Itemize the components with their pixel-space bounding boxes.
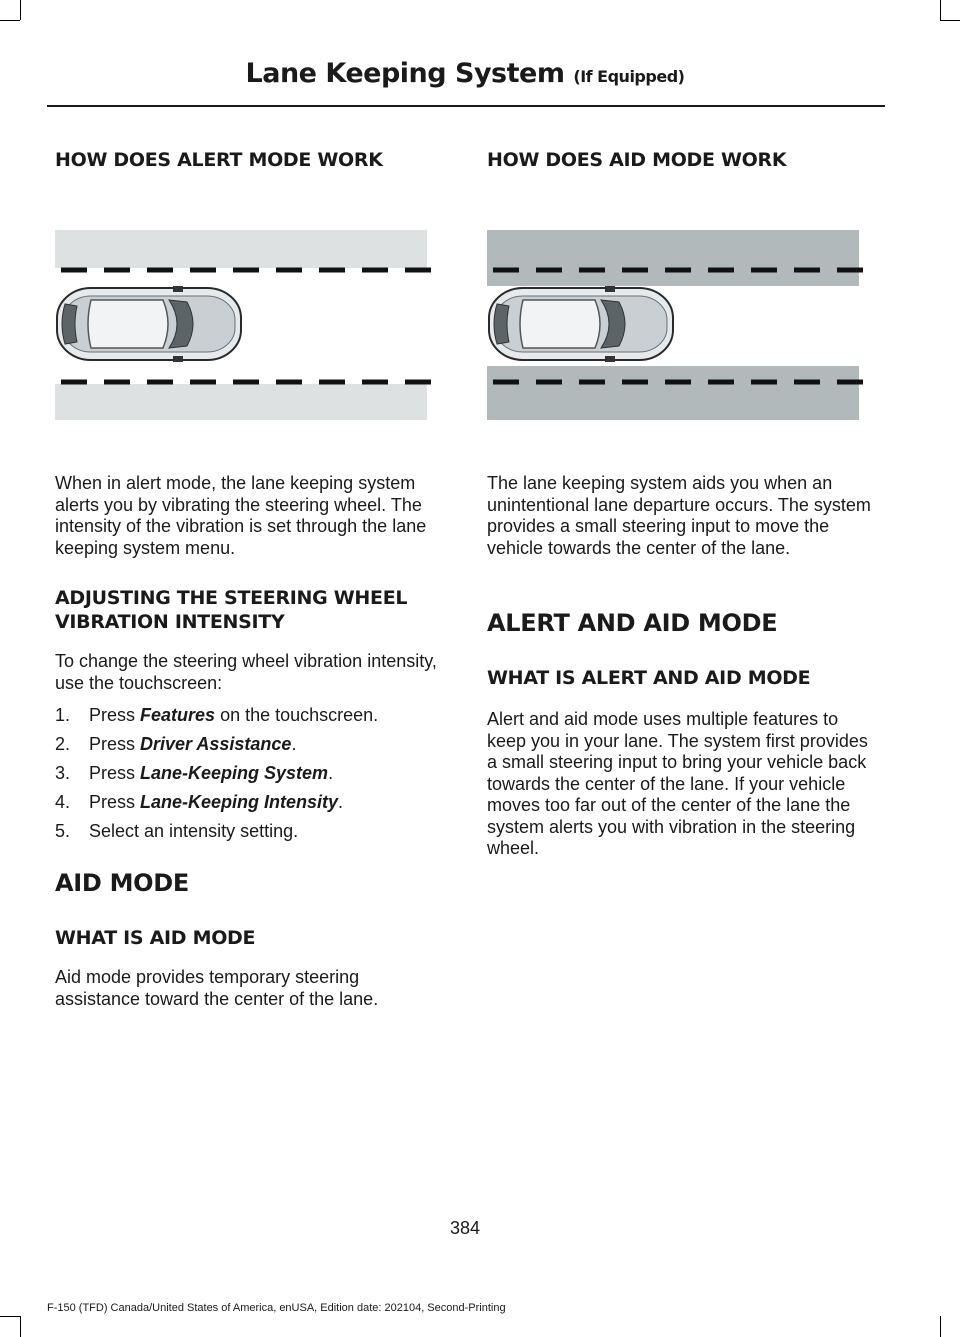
crop-mark	[20, 0, 21, 20]
heading-how-alert-mode-works: HOW DOES ALERT MODE WORK	[55, 149, 383, 171]
header-subtitle: (If Equipped)	[573, 67, 685, 86]
step-number: 5.	[55, 821, 71, 841]
step-number: 2.	[55, 734, 71, 754]
step-text: .	[291, 734, 297, 754]
page-header-title	[0, 58, 930, 89]
change-intensity-intro: To change the steering wheel vibration intensity, use the touchscreen:	[55, 651, 437, 693]
aid-mode-work-description: The lane keeping system aids you when an unintentional lane departure occurs. The system provides a small steering input to move the vehicle towards the center of the lane.	[487, 473, 871, 558]
step-number: 4.	[55, 792, 71, 812]
list-item	[55, 704, 447, 733]
aid-mode-description: Aid mode provides temporary steering assistance toward the center of the lane.	[55, 967, 379, 1009]
step-number: 3.	[55, 763, 71, 783]
heading-alert-and-aid-mode: ALERT AND AID MODE	[487, 609, 778, 637]
crop-mark	[940, 20, 960, 21]
page-number: 384	[449, 1218, 481, 1238]
aid-lane-shade-bottom	[487, 366, 859, 420]
list-item	[55, 820, 447, 849]
step-text: on the touchscreen.	[215, 705, 379, 725]
heading-how-aid-mode-works: HOW DOES AID MODE WORK	[487, 149, 787, 171]
vehicle-top-view-icon	[489, 286, 673, 362]
alert-lane-shade-bottom	[55, 384, 427, 420]
step-text: Press	[89, 763, 141, 783]
vehicle-top-view-icon	[57, 286, 241, 362]
step-text: Press	[89, 792, 141, 812]
alert-and-aid-description: Alert and aid mode uses multiple features to keep you in your lane. The system first provides a small steering input to bring your vehicle back towards the center of the lane. If your vehicle moves too far out of the center of the lane the system alerts you with vibration in the steering wheel.	[487, 709, 868, 858]
crop-mark	[940, 1316, 941, 1337]
header-title-text: Lane Keeping System	[245, 58, 565, 89]
crop-mark	[940, 0, 941, 20]
step-text: Press	[89, 734, 141, 754]
step-menu-label: Lane-Keeping System	[140, 763, 329, 783]
heading-aid-mode: AID MODE	[55, 869, 189, 897]
step-text: .	[328, 763, 334, 783]
step-menu-label: Driver Assistance	[140, 734, 292, 754]
heading-what-is-aid-mode: WHAT IS AID MODE	[55, 927, 256, 949]
heading-what-is-alert-and-aid-mode: WHAT IS ALERT AND AID MODE	[487, 667, 811, 689]
list-item	[55, 733, 447, 762]
step-text: Press	[89, 705, 141, 725]
list-item	[55, 791, 447, 820]
step-menu-label: Lane-Keeping Intensity	[140, 792, 339, 812]
alert-lane-shade-top	[55, 230, 427, 268]
intensity-steps-list	[55, 704, 447, 849]
crop-mark	[0, 20, 20, 21]
alert-mode-description: When in alert mode, the lane keeping system alerts you by vibrating the steering wheel. The intensity of the vibration is set through the lane keeping system menu.	[55, 473, 427, 558]
aid-lane-shade-top	[487, 230, 859, 286]
step-text: Select an intensity setting.	[89, 821, 299, 841]
list-item	[55, 762, 447, 791]
footer-edition-info: F-150 (TFD) Canada/United States of America, enUSA, Edition date: 202104, Second-Printing	[47, 1302, 506, 1314]
step-number: 1.	[55, 705, 71, 725]
alert-mode-lane-illustration	[55, 226, 447, 424]
step-text: .	[338, 792, 344, 812]
aid-mode-lane-illustration	[487, 226, 879, 424]
heading-adjusting-vibration-intensity: ADJUSTING THE STEERING WHEEL VIBRATION INTENSITY	[55, 587, 408, 633]
crop-mark	[0, 1316, 20, 1317]
header-divider	[47, 105, 885, 107]
crop-mark	[20, 1316, 21, 1337]
step-menu-label: Features	[140, 705, 216, 725]
